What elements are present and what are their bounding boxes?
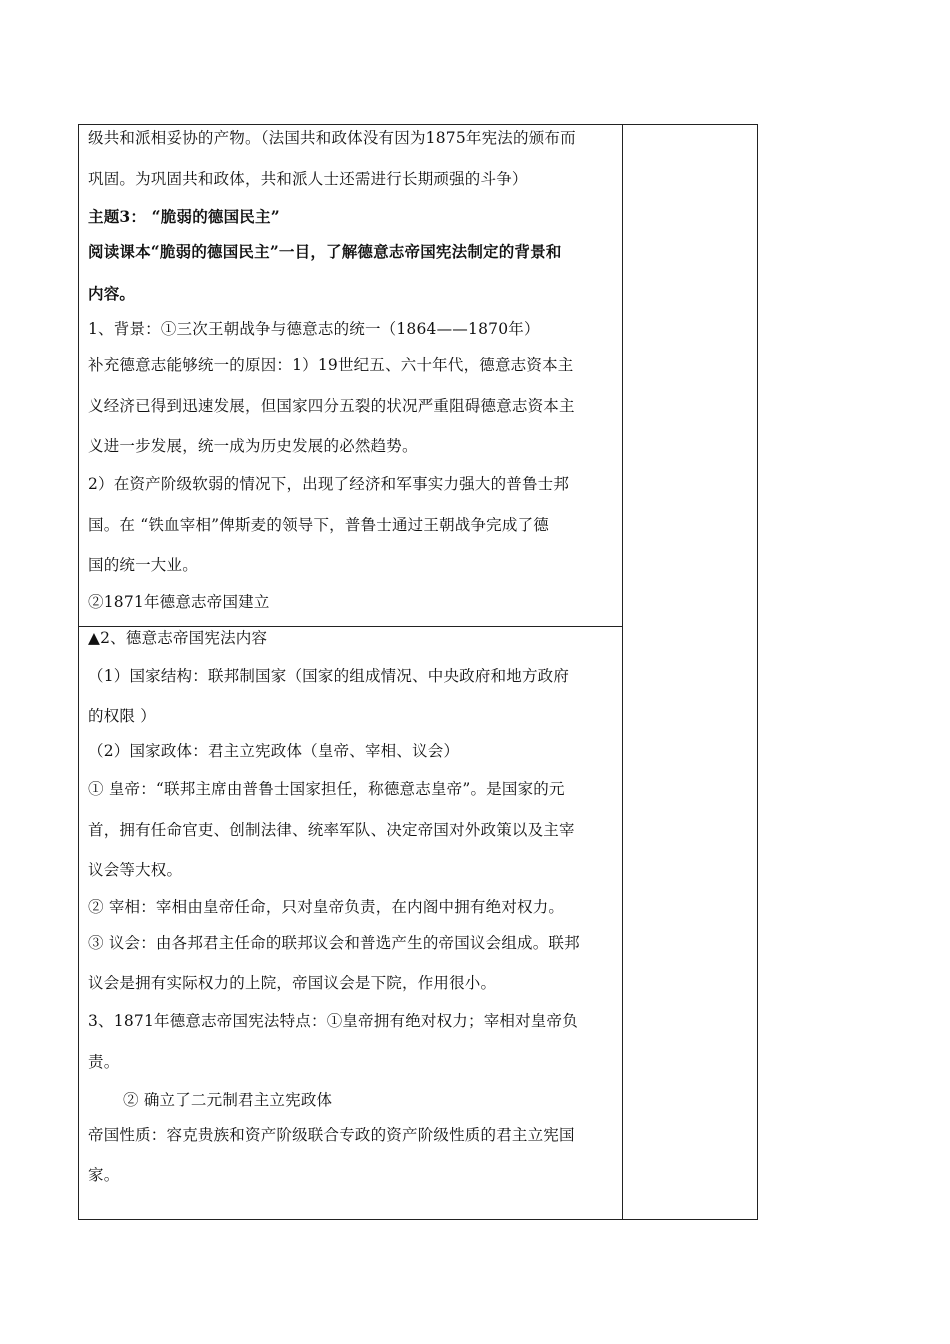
column-divider: [622, 125, 623, 1219]
text-line: ②1871年德意志帝国建立: [88, 593, 270, 611]
text-line: 义经济已得到迅速发展，但国家四分五裂的状况严重阻碍德意志资本主: [88, 397, 575, 415]
text-line: 帝国性质：容克贵族和资产阶级联合专政的资产阶级性质的君主立宪国: [88, 1126, 575, 1144]
text-line: （1）国家结构：联邦制国家（国家的组成情况、中央政府和地方政府: [88, 667, 570, 685]
text-line: ② 宰相：宰相由皇帝任命，只对皇帝负责，在内阁中拥有绝对权力。: [88, 898, 565, 916]
text-line: 补充德意志能够统一的原因：1）19世纪五、六十年代，德意志资本主: [88, 356, 574, 374]
text-line: 议会等大权。: [88, 861, 183, 879]
text-line: （2）国家政体：君主立宪政体（皇帝、宰相、议会）: [88, 742, 460, 760]
text-line: 家。: [88, 1166, 120, 1184]
topic-heading: 主题3： “脆弱的德国民主”: [88, 207, 280, 226]
text-line: 的权限 ）: [88, 707, 156, 725]
text-line: 1、背景：①三次王朝战争与德意志的统一（1864——1870年）: [88, 320, 540, 338]
section-heading: ▲2、德意志帝国宪法内容: [88, 629, 268, 647]
text-line: 3、1871年德意志帝国宪法特点：①皇帝拥有绝对权力；宰相对皇帝负: [88, 1012, 578, 1030]
row-divider: [79, 626, 622, 627]
text-line: 议会是拥有实际权力的上院，帝国议会是下院，作用很小。: [88, 974, 497, 992]
text-line: 2）在资产阶级软弱的情况下，出现了经济和军事实力强大的普鲁士邦: [88, 475, 570, 493]
text-line: ③ 议会：由各邦君主任命的联邦议会和普选产生的帝国议会组成。联邦: [88, 934, 580, 952]
text-line: 首，拥有任命官吏、创制法律、统率军队、决定帝国对外政策以及主宰: [88, 821, 575, 839]
text-line: 责。: [88, 1053, 120, 1071]
reading-instruction: 内容。: [88, 284, 136, 303]
lesson-table: [78, 124, 758, 1220]
text-line: 巩固。为巩固共和政体，共和派人士还需进行长期顽强的斗争）: [88, 170, 528, 188]
text-line: 义进一步发展，统一成为历史发展的必然趋势。: [88, 437, 418, 455]
reading-instruction: 阅读课本“脆弱的德国民主”一目，了解德意志帝国宪法制定的背景和: [88, 242, 562, 261]
text-line: ② 确立了二元制君主立宪政体: [123, 1091, 333, 1109]
text-line: 级共和派相妥协的产物。（法国共和政体没有因为1875年宪法的颁布而: [88, 129, 576, 147]
text-line: ① 皇帝：“联邦主席由普鲁士国家担任，称德意志皇帝”。是国家的元: [88, 780, 565, 798]
text-line: 国。在 “铁血宰相”俾斯麦的领导下，普鲁士通过王朝战争完成了德: [88, 516, 549, 534]
text-line: 国的统一大业。: [88, 556, 198, 574]
